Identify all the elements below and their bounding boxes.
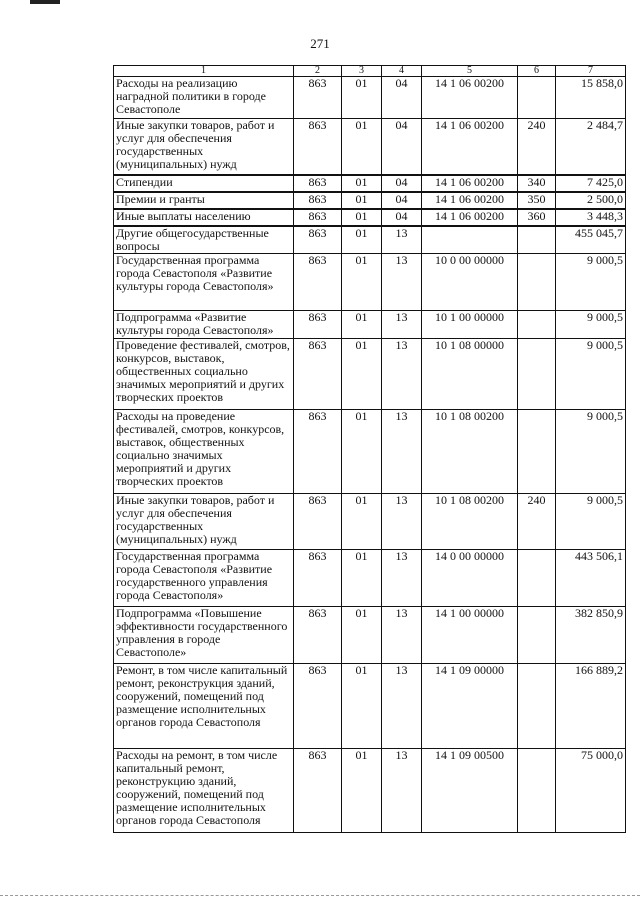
cell-amount: 9 000,5 <box>556 494 626 550</box>
table-row <box>114 209 626 226</box>
cell-expense-type <box>518 749 556 833</box>
cell-target-article: 14 1 06 00200 <box>422 192 518 209</box>
cell-ministry-code: 863 <box>294 550 342 607</box>
cell-amount: 9 000,5 <box>556 410 626 494</box>
table-row <box>114 192 626 209</box>
cell-expense-type: 340 <box>518 175 556 192</box>
cell-subsection: 13 <box>382 749 422 833</box>
table-row <box>114 77 626 119</box>
cell-target-article: 10 1 08 00200 <box>422 410 518 494</box>
cell-expense-type: 240 <box>518 494 556 550</box>
table-row <box>114 254 626 311</box>
cell-expense-type: 350 <box>518 192 556 209</box>
cell-target-article: 14 1 09 00000 <box>422 664 518 749</box>
cell-amount: 75 000,0 <box>556 749 626 833</box>
cell-target-article: 10 1 00 00000 <box>422 311 518 339</box>
cell-amount: 2 484,7 <box>556 119 626 175</box>
cell-subsection: 04 <box>382 77 422 119</box>
cell-expense-type <box>518 410 556 494</box>
cell-target-article: 14 1 06 00200 <box>422 209 518 226</box>
column-header: 2 <box>294 66 342 77</box>
cell-section: 01 <box>342 607 382 664</box>
cell-amount: 3 448,3 <box>556 209 626 226</box>
cell-subsection: 13 <box>382 494 422 550</box>
cell-ministry-code: 863 <box>294 192 342 209</box>
row-name: Ремонт, в том числе капитальный ремонт, реконструкция зданий, сооружений, помещений под размещение исполнительных органов города Севастополя <box>114 664 294 749</box>
cell-expense-type <box>518 607 556 664</box>
cell-subsection: 13 <box>382 311 422 339</box>
cell-amount: 443 506,1 <box>556 550 626 607</box>
table-row <box>114 607 626 664</box>
cell-ministry-code: 863 <box>294 119 342 175</box>
cell-ministry-code: 863 <box>294 607 342 664</box>
cell-subsection: 13 <box>382 254 422 311</box>
row-name: Стипендии <box>114 175 294 192</box>
cell-expense-type <box>518 226 556 254</box>
cell-section: 01 <box>342 226 382 254</box>
cell-expense-type: 240 <box>518 119 556 175</box>
cell-section: 01 <box>342 664 382 749</box>
cell-ministry-code: 863 <box>294 311 342 339</box>
column-header: 7 <box>556 66 626 77</box>
cell-ministry-code: 863 <box>294 410 342 494</box>
row-name: Государственная программа города Севастополя «Развитие государственного управления города Севастополя» <box>114 550 294 607</box>
cell-amount: 9 000,5 <box>556 311 626 339</box>
cell-ministry-code: 863 <box>294 339 342 410</box>
cell-target-article: 10 1 08 00000 <box>422 339 518 410</box>
scan-edge-line <box>0 895 640 896</box>
cell-subsection: 13 <box>382 607 422 664</box>
cell-target-article: 14 0 00 00000 <box>422 550 518 607</box>
table-row <box>114 339 626 410</box>
column-header: 4 <box>382 66 422 77</box>
row-name: Проведение фестивалей, смотров, конкурсов, выставок, общественных социально значимых мероприятий и других творческих проектов <box>114 339 294 410</box>
cell-section: 01 <box>342 749 382 833</box>
cell-expense-type <box>518 254 556 311</box>
cell-ministry-code: 863 <box>294 226 342 254</box>
cell-target-article: 14 1 06 00200 <box>422 119 518 175</box>
cell-ministry-code: 863 <box>294 175 342 192</box>
cell-ministry-code: 863 <box>294 209 342 226</box>
cell-subsection: 13 <box>382 664 422 749</box>
cell-expense-type <box>518 311 556 339</box>
table-row <box>114 226 626 254</box>
table-row <box>114 494 626 550</box>
cell-target-article: 10 1 08 00200 <box>422 494 518 550</box>
table-row <box>114 664 626 749</box>
cell-subsection: 04 <box>382 119 422 175</box>
table-row <box>114 749 626 833</box>
row-name: Иные закупки товаров, работ и услуг для обеспечения государственных (муниципальных) нужд <box>114 494 294 550</box>
cell-section: 01 <box>342 119 382 175</box>
cell-subsection: 13 <box>382 410 422 494</box>
row-name: Расходы на проведение фестивалей, смотров, конкурсов, выставок, общественных социально значимых мероприятий и других творческих проектов <box>114 410 294 494</box>
cell-expense-type <box>518 339 556 410</box>
column-number-row <box>114 66 626 77</box>
cell-amount: 9 000,5 <box>556 254 626 311</box>
table-row <box>114 311 626 339</box>
scan-edge-mark <box>30 0 60 4</box>
row-name: Подпрограмма «Повышение эффективности государственного управления в городе Севастополе» <box>114 607 294 664</box>
column-header: 5 <box>422 66 518 77</box>
row-name: Подпрограмма «Развитие культуры города Севастополя» <box>114 311 294 339</box>
cell-amount: 166 889,2 <box>556 664 626 749</box>
cell-amount: 9 000,5 <box>556 339 626 410</box>
row-name: Иные закупки товаров, работ и услуг для обеспечения государственных (муниципальных) нужд <box>114 119 294 175</box>
cell-section: 01 <box>342 494 382 550</box>
cell-target-article: 14 1 09 00500 <box>422 749 518 833</box>
table-row <box>114 119 626 175</box>
cell-amount: 7 425,0 <box>556 175 626 192</box>
row-name: Государственная программа города Севастополя «Развитие культуры города Севастополя» <box>114 254 294 311</box>
cell-subsection: 04 <box>382 175 422 192</box>
cell-expense-type <box>518 550 556 607</box>
cell-target-article: 14 1 06 00200 <box>422 175 518 192</box>
column-header: 1 <box>114 66 294 77</box>
page-number: 271 <box>310 36 330 51</box>
cell-target-article <box>422 226 518 254</box>
row-name: Другие общегосударственные вопросы <box>114 226 294 254</box>
cell-target-article: 14 1 00 00000 <box>422 607 518 664</box>
cell-section: 01 <box>342 311 382 339</box>
row-name: Расходы на ремонт, в том числе капитальный ремонт, реконструкцию зданий, сооружений, помещений под размещение исполнительных органов города Севастополя <box>114 749 294 833</box>
cell-subsection: 13 <box>382 226 422 254</box>
cell-section: 01 <box>342 175 382 192</box>
cell-expense-type <box>518 77 556 119</box>
cell-ministry-code: 863 <box>294 494 342 550</box>
cell-ministry-code: 863 <box>294 749 342 833</box>
cell-expense-type <box>518 664 556 749</box>
cell-section: 01 <box>342 339 382 410</box>
column-header: 3 <box>342 66 382 77</box>
cell-amount: 2 500,0 <box>556 192 626 209</box>
cell-amount: 455 045,7 <box>556 226 626 254</box>
cell-ministry-code: 863 <box>294 254 342 311</box>
cell-subsection: 13 <box>382 339 422 410</box>
table-row <box>114 410 626 494</box>
cell-section: 01 <box>342 77 382 119</box>
cell-section: 01 <box>342 192 382 209</box>
cell-amount: 382 850,9 <box>556 607 626 664</box>
cell-section: 01 <box>342 254 382 311</box>
cell-ministry-code: 863 <box>294 77 342 119</box>
table-row <box>114 550 626 607</box>
cell-expense-type: 360 <box>518 209 556 226</box>
cell-section: 01 <box>342 550 382 607</box>
table-row <box>114 175 626 192</box>
cell-subsection: 04 <box>382 192 422 209</box>
cell-amount: 15 858,0 <box>556 77 626 119</box>
cell-subsection: 13 <box>382 550 422 607</box>
row-name: Премии и гранты <box>114 192 294 209</box>
cell-subsection: 04 <box>382 209 422 226</box>
cell-ministry-code: 863 <box>294 664 342 749</box>
cell-section: 01 <box>342 209 382 226</box>
cell-section: 01 <box>342 410 382 494</box>
budget-table <box>113 65 626 833</box>
row-name: Иные выплаты населению <box>114 209 294 226</box>
column-header: 6 <box>518 66 556 77</box>
cell-target-article: 10 0 00 00000 <box>422 254 518 311</box>
row-name: Расходы на реализацию наградной политики в городе Севастополе <box>114 77 294 119</box>
cell-target-article: 14 1 06 00200 <box>422 77 518 119</box>
